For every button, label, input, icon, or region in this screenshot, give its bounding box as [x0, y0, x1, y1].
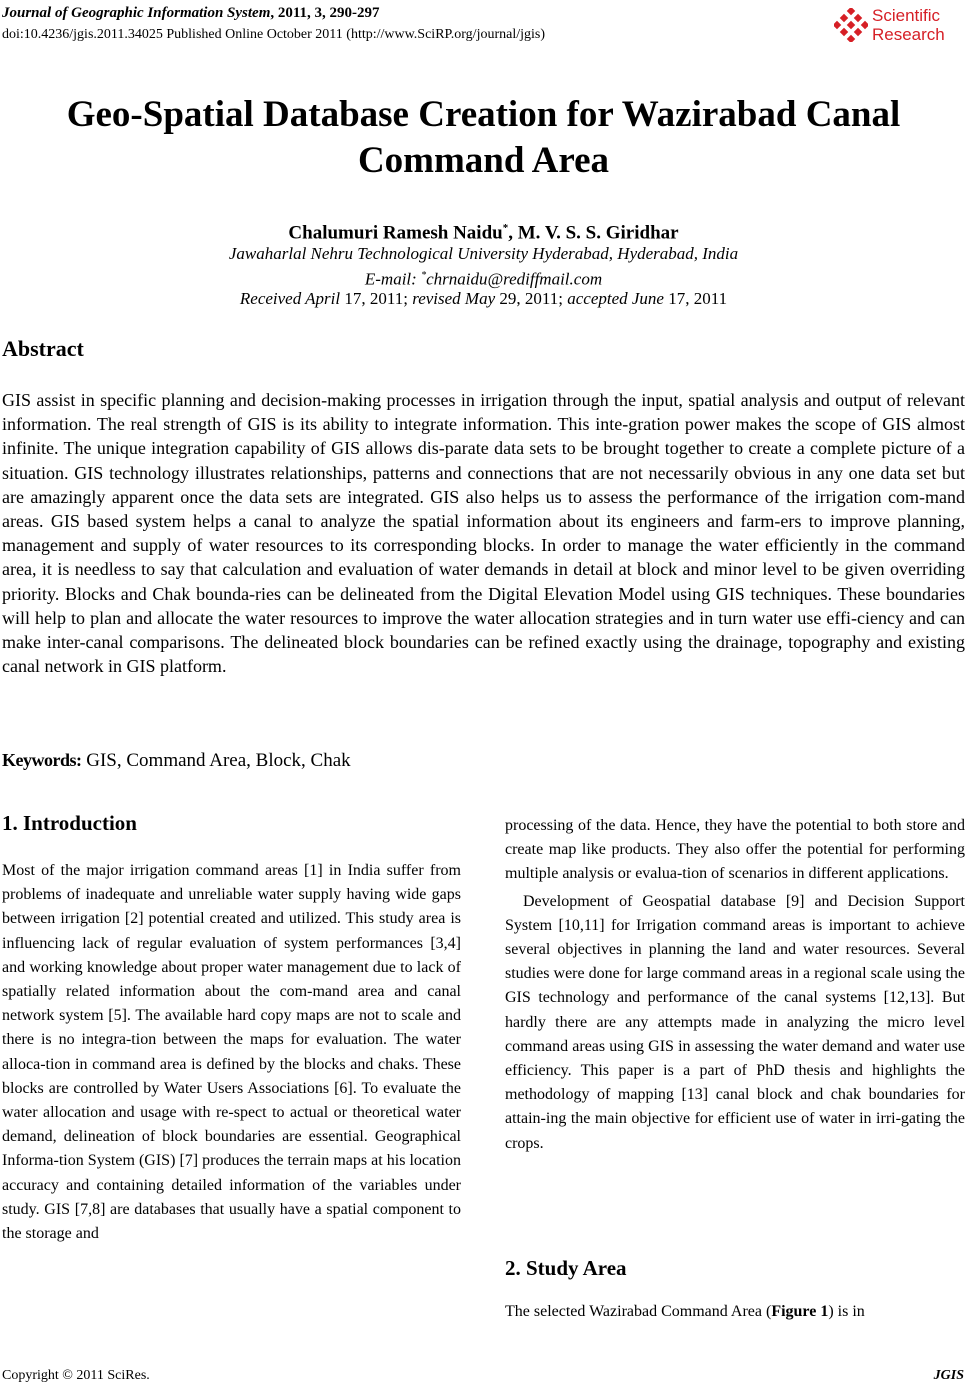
logo-text [872, 6, 945, 44]
revised-date: 29, 2011; [495, 289, 568, 308]
received-date: 17, 2011; [340, 289, 413, 308]
revised-label: revised May [412, 289, 496, 308]
section-heading-introduction: 1. Introduction [2, 811, 137, 835]
affiliation: Jawaharlal Nehru Technological University Hyderabad, Hyderabad, India [228, 244, 739, 263]
abstract-heading: Abstract [2, 336, 84, 361]
intro-paragraph-1: Most of the major irrigation command areas [1] in India suffer from problems of inadequate and unreliable water supply having wide gaps between irrigation [2] potential created and utilized. This study area is influencing lack of regular evaluation of system performances [3,4] and working knowledge about proper water management due to lack of spatially related information about the com-mand area and canal network system [5]. The available hard copy maps are not to scale and there is no integra-tion between the maps for evaluation. The water alloca-tion in command area is defined by the blocks and chaks. These blocks are controlled by Water Users Associations [6]. To evaluate the water allocation and usage with re-spect to actual or theoretical water demand, delineation of block boundaries are essential. Geographical Informa-tion System (GIS) [7] produces the terrain maps at his location accuracy and containing detailed information of the variables under study. GIS [7,8] are databases that usually have a spatial component to the storage and [2, 862, 461, 1243]
author-1-mark: * [502, 222, 509, 234]
logo-line-2: Research [872, 25, 945, 44]
section-heading-study-area: 2. Study Area [505, 1256, 627, 1280]
abstract-text: GIS assist in specific planning and decision-making processes in irrigation through the input, spatial analysis and output of relevant information. The real strength of GIS is its ability to integrate information. This inte-gration power makes the scope of GIS almost infinite. The unique integration capability of GIS allows dis-parate data sets to be brought together to create a complete picture of a situation. GIS technology illustrates relationships, patterns and connections that are not necessarily obvious in any one data set but are amazingly apparent once the data sets are integrated. GIS also helps us to assess the performance of the irrigation com-mand areas. GIS based system helps a canal to analyze the spatial information about its engineers and farm-ers to improve planning, management and supply of water resources to its corresponding blocks. In order to manage the water efficiently in the command area, it is needless to say that calculation and evaluation of water demands in detail at block and minor level to be given overriding priority. Blocks and Chak bounda-ries can be delineated from the Digital Elevation Model using GIS techniques. These boundaries will help to plan and allocate the water resources to improve the water allocation strategies and in turn water use effi-ciency and can make inter-canal comparisons. The delineated block boundaries can be refined exactly using the drainage, topography and existing canal network in GIS platform. [2, 390, 965, 677]
title-line-2: Command Area [357, 140, 610, 181]
title-line-1: Geo-Spatial Database Creation for Wazirabad Canal [66, 94, 901, 135]
email-mark: * [421, 270, 427, 281]
right-paragraph-2: Development of Geospatial database [9] and Decision Support System [10,11] for Irrigation command areas is important to achieve several objectives in planning the land and water resources. Several studies were done for large command areas in a regional scale using the GIS technology and performance of the canal systems [12,13]. But hardly there are any attempts made in analyzing the micro level command areas using GIS in assessing the water demand and water use efficiency. This paper is a part of PhD thesis and highlights the methodology of mapping [13] canal block and chak boundaries for attain-ing the main objective for efficient use of water in irri-gating the crops. [505, 892, 965, 1152]
doi-line: doi:10.4236/jgis.2011.34025 Published Online October 2011 (http://www.SciRP.org/journal/jgis) [2, 27, 546, 42]
accepted-label: accepted June [567, 289, 664, 308]
author-1: Chalumuri Ramesh Naidu [288, 222, 503, 244]
email-line [0, 265, 967, 290]
journal-citation [2, 4, 380, 22]
footer-copyright: Copyright © 2011 SciRes. [2, 1368, 150, 1383]
received-label: Received April [239, 289, 341, 308]
left-column [2, 859, 461, 1246]
footer-journal-abbr: JGIS [933, 1368, 964, 1383]
keywords-label: Keywords: [2, 750, 82, 770]
logo-line-1: Scientific [872, 6, 941, 25]
keywords-text: GIS, Command Area, Block, Chak [81, 750, 351, 771]
study-text-end: ) is in [828, 1303, 865, 1320]
journal-issue: , 2011, 3, 290-297 [270, 5, 380, 21]
scientific-research-logo-icon [834, 8, 868, 42]
email-label: E-mail: [364, 269, 422, 289]
journal-name: Journal of Geographic Information System [2, 5, 271, 21]
right-paragraph-1: processing of the data. Hence, they have the potential to both store and create map like products. They also offer the potential for performing multiple analysis or evalua-tion of scenarios in different applications. [505, 817, 965, 883]
keywords [2, 750, 351, 772]
author-list [0, 217, 967, 244]
author-2: , M. V. S. S. Giridhar [508, 222, 679, 244]
publisher-logo [834, 6, 964, 46]
paper-title [0, 92, 967, 184]
submission-dates [0, 288, 967, 309]
right-column [505, 814, 965, 1156]
study-area-paragraph [505, 1300, 965, 1324]
figure-1-reference[interactable]: Figure 1 [771, 1303, 829, 1320]
email-address: chrnaidu@rediffmail.com [426, 269, 603, 289]
study-text-start: The selected Wazirabad Command Area ( [505, 1303, 772, 1320]
accepted-date: 17, 2011 [663, 289, 728, 308]
